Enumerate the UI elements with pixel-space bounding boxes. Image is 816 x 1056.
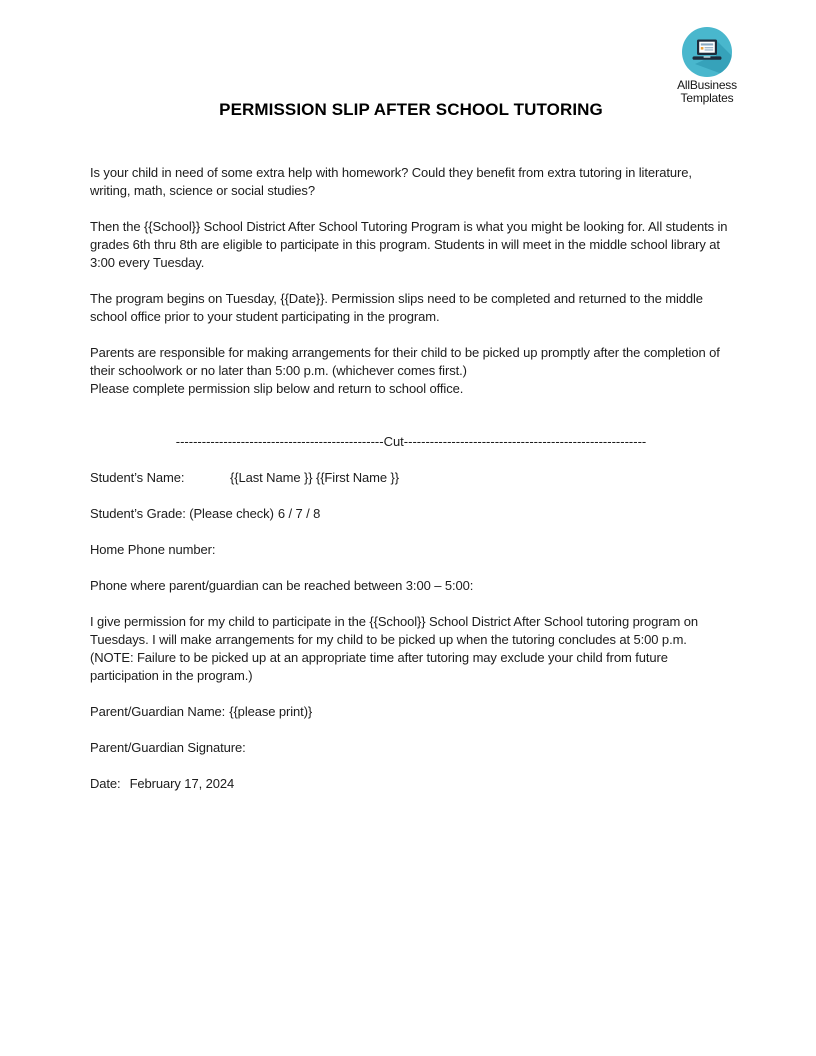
paragraph-intro: Is your child in need of some extra help with homework? Could they benefit from extra tutoring in literature, writing, math, science or social studies?: [90, 165, 692, 198]
parent-name-label: Parent/Guardian Name:: [90, 704, 226, 719]
phone-reach-label: Phone where parent/guardian can be reached between 3:00 – 5:00:: [90, 578, 474, 593]
home-phone-label: Home Phone number:: [90, 542, 216, 557]
student-name-value: {{Last Name }} {{First Name }}: [230, 470, 399, 485]
laptop-logo-icon: [681, 26, 733, 78]
document-body: [90, 99, 732, 811]
home-phone-row: [90, 541, 732, 559]
date-label: Date:: [90, 776, 121, 791]
return-instruction-text: Please complete permission slip below and return to school office.: [90, 381, 464, 396]
phone-reach-row: [90, 577, 732, 595]
permission-statement: I give permission for my child to participate in the {{School}} School District After School tutoring program on Tuesdays. I will make arrangements for my child to be picked up when the tutoring concludes at 5:00 p.m. (NOTE: Failure to be picked up at an appropriate time after tutoring may exclude your child from future participation in the program.): [90, 614, 699, 683]
student-grade-options: 6 / 7 / 8: [277, 506, 321, 521]
logo-brand-line1: AllBusiness: [677, 78, 737, 92]
cut-dashes-left: ------------------------------------------------: [175, 434, 384, 449]
student-name-row: [90, 469, 732, 487]
paragraph-parent-responsibility: [90, 344, 732, 398]
signature-label: Parent/Guardian Signature:: [90, 740, 246, 755]
logo-brand-line2: Templates: [680, 90, 734, 105]
brand-logo: [674, 26, 740, 104]
cut-separator: [90, 433, 732, 451]
student-grade-label: Student’s Grade: (Please check): [90, 506, 274, 521]
date-value: February 17, 2024: [129, 776, 235, 791]
date-row: [90, 775, 732, 793]
cut-dashes-right: --------------------------------------------------------: [403, 434, 647, 449]
paragraph-begins: The program begins on Tuesday, {{Date}}. Permission slips need to be completed and returned to the middle school office prior to your student participating in the program.: [90, 291, 703, 324]
pickup-policy-text: Parents are responsible for making arrangements for their child to be picked up promptly after the completion of their schoolwork or no later than 5:00 p.m. (whichever comes first.): [90, 345, 720, 378]
paragraph-program: Then the {{School}} School District After School Tutoring Program is what you might be looking for. All students in grades 6th thru 8th are eligible to participate in this program. Students in will meet in the middle school library at 3:00 every Tuesday.: [90, 219, 728, 270]
signature-row: [90, 739, 732, 757]
document-title: PERMISSION SLIP AFTER SCHOOL TUTORING: [219, 100, 603, 119]
parent-name-value: {{please print)}: [229, 704, 313, 719]
cut-label: Cut: [383, 434, 404, 449]
student-name-label: Student’s Name:: [90, 470, 185, 485]
parent-name-row: [90, 703, 732, 721]
student-grade-row: [90, 505, 732, 523]
